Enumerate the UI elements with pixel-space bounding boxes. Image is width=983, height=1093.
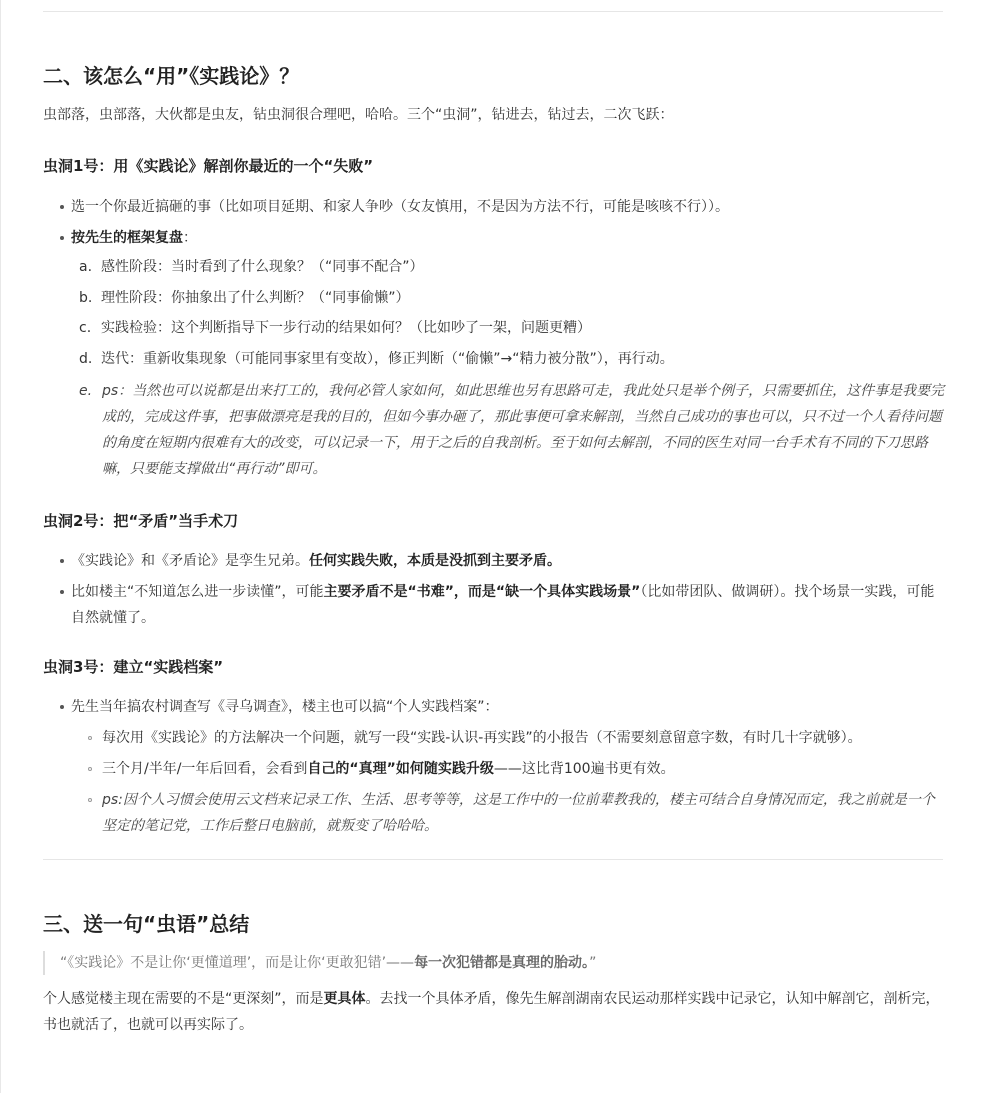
step-marker: a.: [79, 259, 93, 275]
list-item-bold: 主要矛盾不是“书难”，而是“缺一个具体实践场景”: [323, 584, 641, 600]
page-left-border: [0, 0, 1, 1093]
list-item-text: 《实践论》和《矛盾论》是孪生兄弟。: [71, 553, 309, 569]
closing-bold: 更具体: [323, 991, 366, 1007]
list-bullet: [60, 590, 64, 594]
sub-list-item: 每次用《实践论》的方法解决一个问题，就写一段“实践-认识-再实践”的小报告（不需要刻意留意字数，有时几十字就够）。: [102, 730, 862, 746]
step-marker: e.: [79, 383, 93, 399]
step-item: [79, 285, 410, 311]
section-2-heading: 二、该怎么“用”《实践论》？: [43, 64, 300, 88]
sub-list-bullet: [88, 798, 92, 802]
sub-list-bullet: [88, 767, 92, 771]
list-item-colon: ：: [183, 230, 197, 246]
step-marker: c.: [79, 320, 92, 336]
sub-list-item: [102, 756, 675, 782]
step-marker: d.: [79, 351, 93, 367]
step-ps-note: [79, 378, 949, 482]
list-item-text: 比如楼主“不知道怎么进一步读懂”，可能: [71, 584, 324, 600]
step-ps-text: ps：当然也可以说都是出来打工的，我何必管人家如何，如此思维也另有思路可走，我此处只是举个例子，只需要抓住，这件事是我要完成的，完成这件事，把事做漂亮是我的目的，但如今事办砸了，那此事便可拿来解剖，当然自己成功的事也可以，只不过一个人看待问题的角度在短期内很难有大的改变，可以记录一下，用于之后的自我剖析。至于如何去解剖，不同的医生对同一台手术有不同的下刀思路嘛，只要能支撑做出“再行动”即可。: [102, 383, 945, 477]
step-item: [79, 254, 424, 280]
blockquote-end: ”: [589, 955, 597, 971]
list-bullet: [60, 205, 64, 209]
list-bullet: [60, 705, 64, 709]
blockquote-text: “《实践论》不是让你‘更懂道理’，而是让你‘更敢犯错’——: [60, 955, 415, 971]
list-item: 先生当年搞农村调查写《寻乌调查》，楼主也可以搞“个人实践档案”：: [71, 699, 499, 715]
list-item-text: （比如带团队、做调研）。找个场景一实践，可能自然就懂了。: [71, 584, 935, 626]
closing-text: 个人感觉楼主现在需要的不是“更深刻”，而是: [43, 991, 324, 1007]
divider-top: [43, 11, 943, 12]
list-bullet: [60, 559, 64, 563]
list-item: 选一个你最近搞砸的事（比如项目延期、和家人争吵（女友慎用，不是因为方法不行，可能是咳咳不行））。: [71, 199, 729, 215]
step-marker: b.: [79, 290, 93, 306]
sub-list-text: 三个月/半年/一年后回看，会看到: [102, 761, 308, 777]
step-text: 感性阶段：当时看到了什么现象？（“同事不配合”）: [101, 259, 424, 275]
step-item: [79, 315, 591, 341]
sub-list-bold: 自己的“真理”如何随实践升级: [307, 761, 494, 777]
step-item: [79, 346, 674, 372]
blockquote: [60, 951, 596, 975]
wormhole-1-heading: 虫洞1号：用《实践论》解剖你最近的一个“失败”: [43, 157, 374, 175]
step-text: 迭代：重新收集现象（可能同事家里有变故），修正判断（“偷懒”→“精力被分散”），再行动。: [101, 351, 674, 367]
list-item-bold: 按先生的框架复盘: [71, 230, 183, 246]
blockquote-bar: [43, 951, 45, 975]
closing-paragraph: [43, 986, 943, 1038]
divider-section-3: [43, 859, 943, 860]
sub-list-text: ——这比背100遍书更有效。: [493, 761, 675, 777]
step-text: 实践检验：这个判断指导下一步行动的结果如何？（比如吵了一架，问题更糟）: [101, 320, 591, 336]
list-item: [71, 225, 197, 251]
list-item: [71, 548, 561, 574]
wormhole-3-heading: 虫洞3号：建立“实践档案”: [43, 658, 224, 676]
step-text: 理性阶段：你抽象出了什么判断？（“同事偷懒”）: [101, 290, 410, 306]
list-item: [71, 579, 943, 631]
list-bullet: [60, 236, 64, 240]
blockquote-bold: 每一次犯错都是真理的胎动。: [414, 955, 590, 971]
sub-list-item-ps: ps:因个人习惯会使用云文档来记录工作、生活、思考等等，这是工作中的一位前辈教我的，楼主可结合自身情况而定，我之前就是一个坚定的笔记党，工作后整日电脑前，就叛变了哈哈哈。: [102, 792, 935, 834]
section-2-intro: 虫部落，虫部落，大伙都是虫友，钻虫洞很合理吧，哈哈。三个“虫洞”，钻进去，钻过去，二次飞跃：: [43, 107, 674, 123]
wormhole-2-heading: 虫洞2号：把“矛盾”当手术刀: [43, 512, 239, 530]
section-3-heading: 三、送一句“虫语”总结: [43, 912, 250, 936]
closing-text: 。去找一个具体矛盾，像先生解剖湖南农民运动那样实践中记录它，认知中解剖它，剖析完，书也就活了，也就可以再实际了。: [43, 991, 940, 1033]
sub-list-bullet: [88, 736, 92, 740]
list-item-bold: 任何实践失败，本质是没抓到主要矛盾。: [309, 553, 561, 569]
